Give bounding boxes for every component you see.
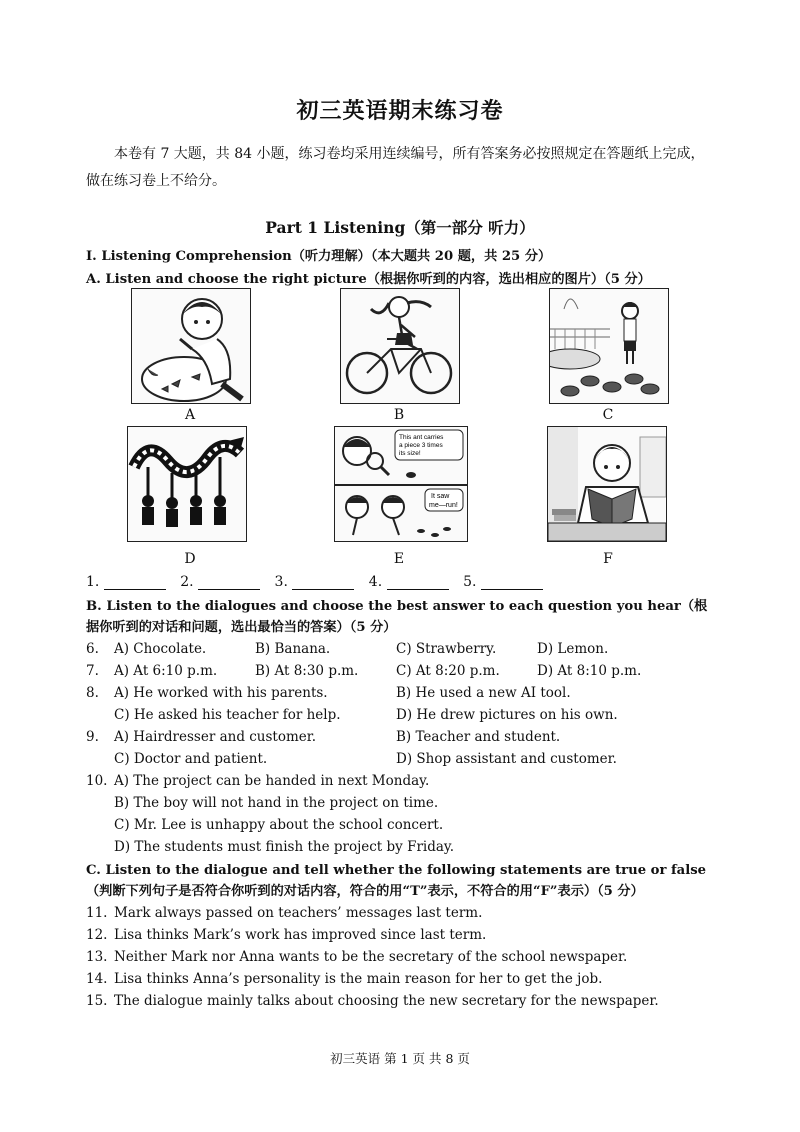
option-a: A) At 6:10 p.m. — [114, 663, 218, 679]
option-c: C) At 8:20 p.m. — [396, 663, 500, 679]
option-b: B) At 8:30 p.m. — [255, 663, 359, 679]
answer-blank[interactable] — [104, 575, 166, 590]
dragon-dance-picture — [127, 426, 247, 542]
statement-text: Neither Mark nor Anna wants to be the secretary of the school newspaper. — [114, 949, 628, 965]
question-number: 6. — [86, 641, 99, 657]
page-footer: 初三英语 第 1 页 共 8 页 — [330, 1051, 470, 1066]
option-d: D) At 8:10 p.m. — [537, 663, 642, 679]
picture-label: A — [184, 407, 196, 423]
boy-pigeons-fountain-picture — [549, 288, 669, 404]
question-number: 7. — [86, 663, 99, 679]
picture-label: E — [393, 551, 405, 567]
statement-number: 12. — [86, 927, 108, 943]
statement-number: 14. — [86, 971, 108, 987]
blank-number: 5. — [463, 574, 477, 590]
statement-number: 11. — [86, 905, 108, 921]
option-a: A) Hairdresser and customer. — [114, 729, 317, 745]
speech-line: a piece 3 times — [399, 442, 443, 449]
statement-text: Mark always passed on teachers’ messages last term. — [114, 905, 483, 921]
option-c: C) Doctor and patient. — [114, 751, 268, 767]
option-a: A) The project can be handed in next Monday. — [114, 773, 430, 789]
statement-number: 13. — [86, 949, 108, 965]
part-heading: Part 1 Listening（第一部分 听力） — [265, 218, 535, 237]
option-c: C) He asked his teacher for help. — [114, 707, 341, 723]
answer-blanks-row — [86, 574, 553, 590]
answer-blank[interactable] — [387, 575, 449, 590]
answer-blank[interactable] — [198, 575, 260, 590]
option-d: D) Lemon. — [537, 641, 609, 657]
blank-number: 4. — [368, 574, 383, 590]
answer-blank[interactable] — [292, 575, 354, 590]
question-number: 10. — [86, 773, 108, 789]
question-number: 9. — [86, 729, 99, 745]
speech-line: me—run! — [429, 502, 458, 509]
option-b: B) He used a new AI tool. — [396, 685, 571, 701]
option-c: C) Mr. Lee is unhappy about the school concert. — [114, 817, 444, 833]
section-I-heading: I. Listening Comprehension（听力理解）（本大题共 20 题，共 25 分） — [86, 249, 552, 264]
blank-number: 3. — [274, 574, 288, 590]
section-C-heading: C. Listen to the dialogue and tell whether the following statements are true or false（判断下列句子是否符合你听到的对话内容，符合的用“T”表示，不符合的用“F”表示）（5 分） — [86, 863, 707, 899]
answer-blank[interactable] — [481, 575, 543, 590]
speech-line: its size! — [399, 450, 421, 457]
picture-label: F — [603, 551, 613, 567]
picture-label: D — [184, 551, 196, 567]
speech-line: This ant carries — [399, 434, 444, 441]
option-c: C) Strawberry. — [396, 641, 497, 657]
exam-intro: 本卷有 7 大题，共 84 小题，练习卷均采用连续编号，所有答案务必按照规定在答题纸上完成，做在练习卷上不给分。 — [86, 146, 705, 189]
statement-text: Lisa thinks Mark’s work has improved since last term. — [114, 927, 487, 943]
option-b: B) Teacher and student. — [396, 729, 561, 745]
option-b: B) The boy will not hand in the project on time. — [114, 795, 439, 811]
ant-comic-picture — [334, 426, 468, 542]
blank-number: 2. — [180, 574, 194, 590]
page-title: 初三英语期末练习卷 — [296, 98, 504, 124]
statement-text: Lisa thinks Anna’s personality is the main reason for her to get the job. — [114, 971, 603, 987]
option-a: A) He worked with his parents. — [114, 685, 328, 701]
option-a: A) Chocolate. — [114, 641, 207, 657]
option-d: D) The students must finish the project by Friday. — [114, 839, 455, 855]
section-B-heading: B. Listen to the dialogues and choose the best answer to each question you hear（根据你听到的对话和问题，选出最恰当的答案）（5 分） — [86, 599, 708, 635]
picture-label: C — [602, 407, 614, 423]
picture-label: B — [393, 407, 405, 423]
girl-bicycle-picture — [340, 288, 460, 404]
boy-reading-book-picture — [547, 426, 667, 542]
option-d: D) He drew pictures on his own. — [396, 707, 618, 723]
speech-line: It saw — [431, 493, 450, 500]
statement-text: The dialogue mainly talks about choosing the new secretary for the newspaper. — [114, 993, 659, 1009]
statement-number: 15. — [86, 993, 108, 1009]
boy-fishbowl-picture — [131, 288, 251, 404]
section-A-heading: A. Listen and choose the right picture（根据你听到的内容，选出相应的图片）（5 分） — [86, 272, 651, 287]
blank-number: 1. — [86, 574, 100, 590]
option-b: B) Banana. — [255, 641, 331, 657]
option-d: D) Shop assistant and customer. — [396, 751, 617, 767]
question-number: 8. — [86, 685, 99, 701]
